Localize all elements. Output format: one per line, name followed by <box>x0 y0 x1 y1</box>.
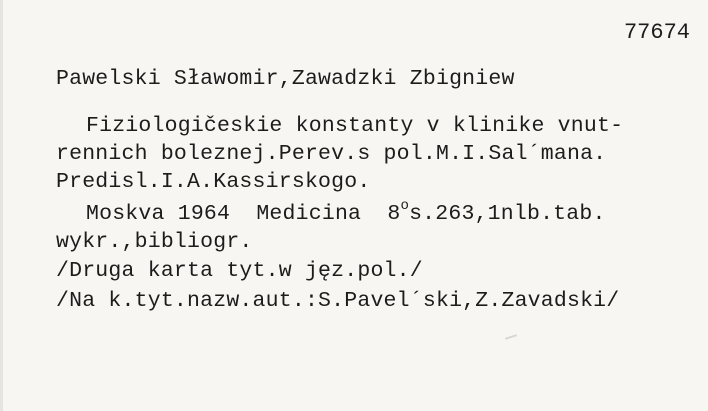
notes-line-3: /Na k.tyt.nazw.aut.:S.Pavel´ski,Z.Zavadski/ <box>56 289 620 313</box>
authors-line: Pawelski Sławomir,Zawadzki Zbigniew <box>56 67 515 91</box>
title-line-1: Fiziologičeskie konstanty v klinike vnut- <box>86 114 624 138</box>
imprint-pagination: s.263,1nlb.tab. <box>409 202 606 226</box>
notes-line-2: /Druga karta tyt.w jęz.pol./ <box>56 259 423 283</box>
notes-line-1: wykr.,bibliogr. <box>56 230 253 254</box>
imprint-line <box>86 198 606 229</box>
catalog-number: 77674 <box>623 20 690 45</box>
ink-smudge <box>505 334 517 340</box>
imprint-place-date-publisher: Moskva 1964 Medicina 8 <box>86 202 401 226</box>
title-line-2: rennich boleznej.Perev.s pol.M.I.Sal´mana. <box>56 142 607 166</box>
title-line-3: Predisl.I.A.Kassirskogo. <box>56 170 371 194</box>
card-edge <box>0 0 3 411</box>
format-superscript: o <box>400 198 410 214</box>
